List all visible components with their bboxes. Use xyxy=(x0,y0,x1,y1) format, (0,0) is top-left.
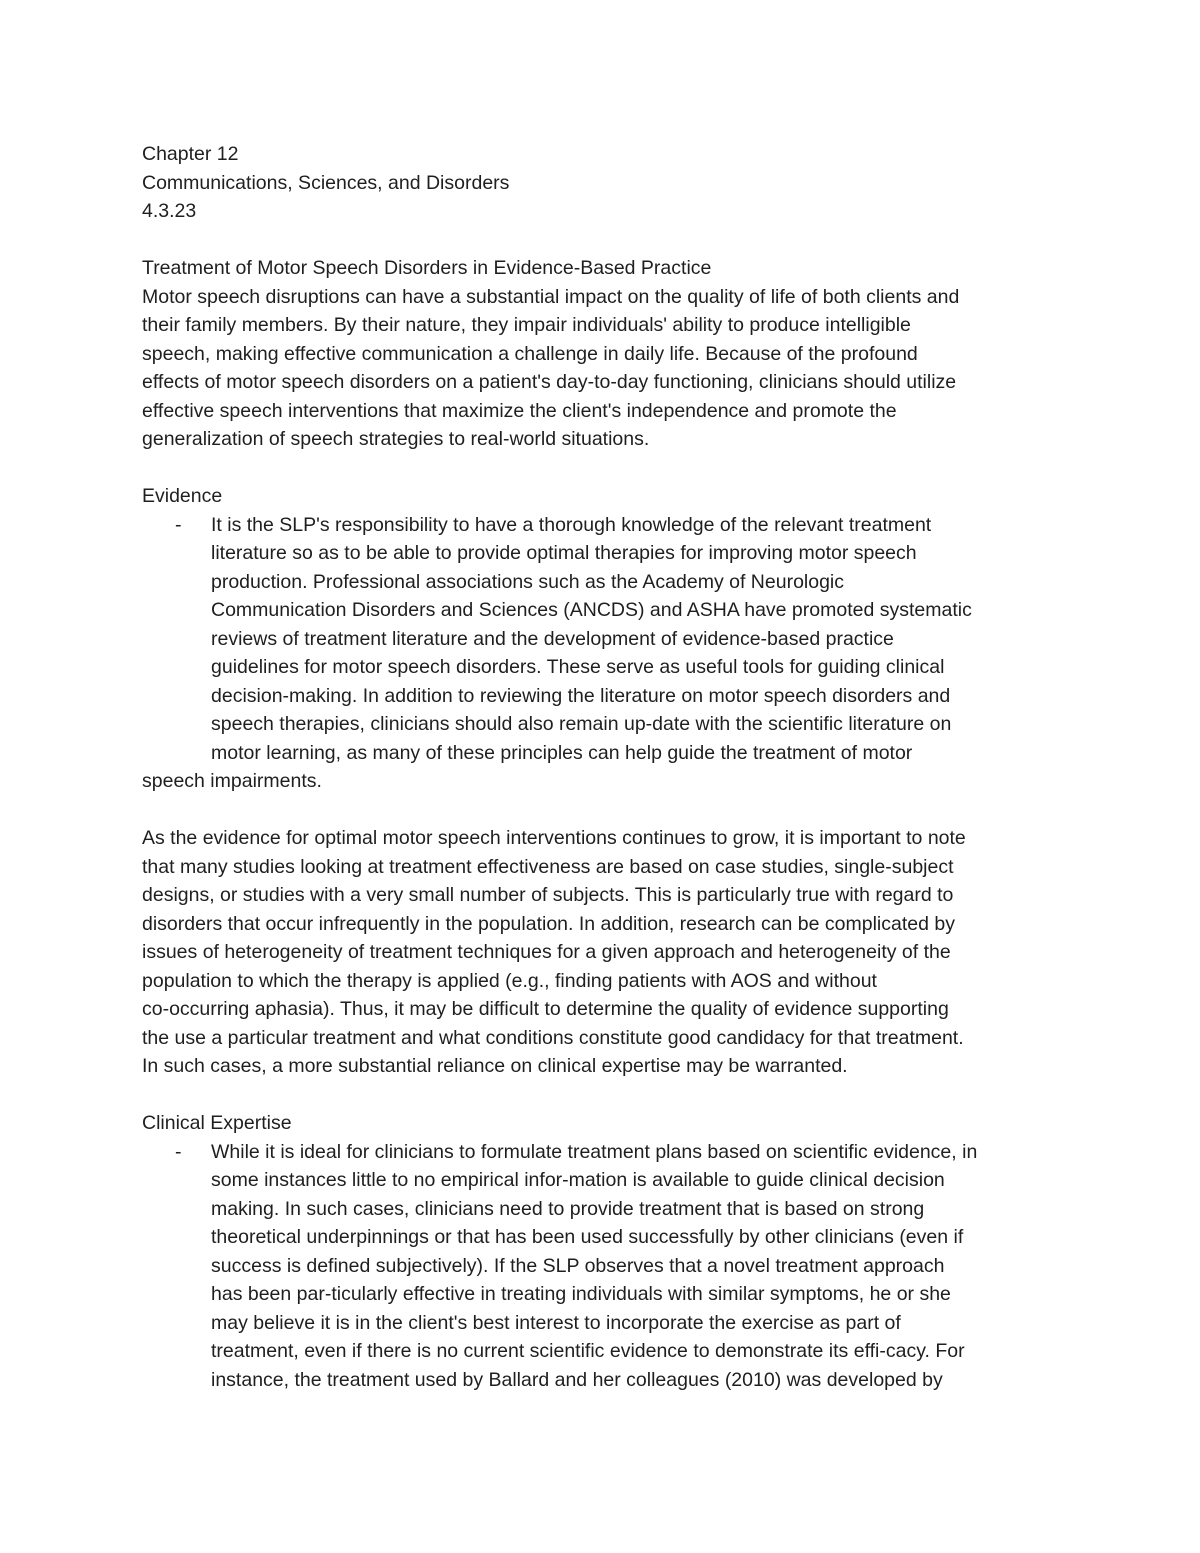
paragraph-line: In such cases, a more substantial reliance on clinical expertise may be warranted. xyxy=(142,1055,848,1077)
paragraph-line: designs, or studies with a very small number of subjects. This is particularly true with regard to xyxy=(142,884,954,906)
bullet-line: success is defined subjectively). If the SLP observes that a novel treatment approach xyxy=(211,1254,945,1277)
spacer xyxy=(142,1081,1072,1110)
bullet-line: literature so as to be able to provide optimal therapies for improving motor speech xyxy=(211,542,917,564)
paragraph-line: that many studies looking at treatment effectiveness are based on case studies, single-subject xyxy=(142,855,954,878)
bullet-continuation: speech impairments. xyxy=(142,770,322,792)
bullet-line: reviews of treatment literature and the development of evidence-based practice xyxy=(211,627,894,650)
bullet-line: Communication Disorders and Sciences (ANCDS) and ASHA have promoted systematic xyxy=(211,599,972,621)
bullet-line: It is the SLP's responsibility to have a thorough knowledge of the relevant treatment xyxy=(211,513,932,536)
bullet-line: decision-making. In addition to reviewing the literature on motor speech disorders and xyxy=(211,684,951,707)
paragraph-line: population to which the therapy is applied (e.g., finding patients with AOS and without xyxy=(142,969,877,992)
paragraph-line: generalization of speech strategies to real-world situations. xyxy=(142,428,650,450)
paragraph-line: As the evidence for optimal motor speech interventions continues to grow, it is important to note xyxy=(142,827,966,849)
clinical-expertise-heading: Clinical Expertise xyxy=(142,1112,292,1134)
paragraph-line: co-occurring aphasia). Thus, it may be difficult to determine the quality of evidence supporting xyxy=(142,998,949,1020)
spacer xyxy=(142,796,1072,825)
bullet-line: treatment, even if there is no current scientific evidence to demonstrate its effi-cacy. For xyxy=(211,1340,965,1362)
document-date: 4.3.23 xyxy=(142,200,197,222)
course-title: Communications, Sciences, and Disorders xyxy=(142,171,510,194)
bullet-line: instance, the treatment used by Ballard and her colleagues (2010) was developed by xyxy=(211,1368,943,1391)
bullet-line: theoretical underpinnings or that has been used successfully by other clinicians (even if xyxy=(211,1226,964,1248)
paragraph-line: issues of heterogeneity of treatment techniques for a given approach and heterogeneity of the xyxy=(142,941,951,963)
bullet-line: making. In such cases, clinicians need to provide treatment that is based on strong xyxy=(211,1197,925,1220)
clinical-expertise-bullet xyxy=(142,1138,1072,1395)
evidence-paragraph xyxy=(142,824,1072,1081)
bullet-marker: - xyxy=(175,513,182,536)
bullet-marker: - xyxy=(175,1140,182,1163)
paragraph-line: their family members. By their nature, they impair individuals' ability to produce intelligible xyxy=(142,314,911,336)
paragraph-line: effective speech interventions that maximize the client's independence and promote the xyxy=(142,399,897,422)
bullet-line: some instances little to no empirical infor-mation is available to guide clinical decision xyxy=(211,1169,945,1191)
spacer xyxy=(142,226,1072,255)
bullet-line: speech therapies, clinicians should also remain up-date with the scientific literature on xyxy=(211,713,952,735)
intro-paragraph xyxy=(142,283,1072,454)
bullet-line: may believe it is in the client's best interest to incorporate the exercise as part of xyxy=(211,1311,901,1334)
paragraph-line: Motor speech disruptions can have a substantial impact on the quality of life of both clients and xyxy=(142,285,960,308)
paragraph-line: disorders that occur infrequently in the population. In addition, research can be complicated by xyxy=(142,912,955,935)
spacer xyxy=(142,454,1072,483)
document-page xyxy=(142,140,1072,1394)
paragraph-line: speech, making effective communication a challenge in daily life. Because of the profound xyxy=(142,342,918,365)
section-title: Treatment of Motor Speech Disorders in Evidence-Based Practice xyxy=(142,257,712,279)
bullet-line: guidelines for motor speech disorders. These serve as useful tools for guiding clinical xyxy=(211,656,945,678)
evidence-heading: Evidence xyxy=(142,485,223,507)
chapter-label: Chapter 12 xyxy=(142,143,239,165)
bullet-line: has been par-ticularly effective in treating individuals with similar symptoms, he or she xyxy=(211,1283,951,1305)
bullet-line: motor learning, as many of these principles can help guide the treatment of motor xyxy=(211,741,913,764)
paragraph-line: effects of motor speech disorders on a patient's day-to-day functioning, clinicians should utilize xyxy=(142,371,957,393)
bullet-line: While it is ideal for clinicians to formulate treatment plans based on scientific evidence, in xyxy=(211,1140,978,1163)
paragraph-line: the use a particular treatment and what conditions constitute good candidacy for that treatment. xyxy=(142,1026,964,1049)
evidence-bullet xyxy=(142,511,1072,768)
bullet-line: production. Professional associations such as the Academy of Neurologic xyxy=(211,570,845,593)
